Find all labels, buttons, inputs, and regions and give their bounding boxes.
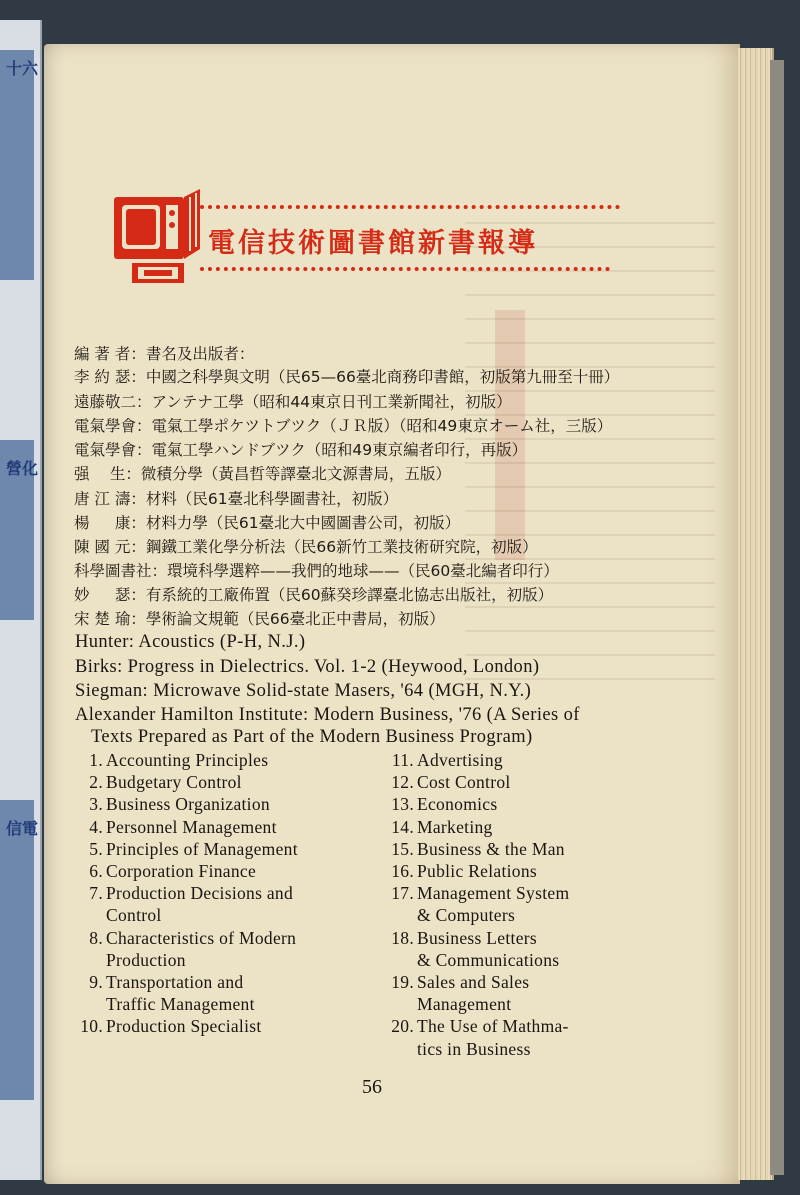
list-item-text: & Communications [417, 949, 560, 970]
list-item-continuation [382, 905, 515, 926]
list-item [71, 861, 256, 882]
list-item-text: Control [106, 905, 162, 926]
list-item [382, 883, 569, 904]
book-entry: 陳 國 元：鋼鐵工業化學分析法（民66新竹工業技術研究院，初版） [74, 538, 538, 556]
list-item [382, 794, 497, 815]
list-item-text: Marketing [417, 816, 493, 837]
list-item [382, 772, 511, 793]
banner-title: 電信技術圖書館新書報導 [208, 228, 538, 259]
list-item-text: Advertising [417, 750, 503, 770]
list-item-continuation [71, 905, 162, 926]
list-item [382, 928, 537, 949]
book-entry: 强 生：微積分學（黃昌哲等譯臺北文源書局，五版） [74, 465, 451, 483]
list-item-number: 2. [89, 772, 103, 793]
list-item-text: Public Relations [417, 861, 538, 881]
list-item-text: Management [417, 994, 512, 1015]
list-item [71, 772, 242, 793]
television-icon [110, 187, 205, 292]
list-item [382, 750, 503, 771]
list-item [382, 1016, 569, 1037]
book-entry: Birks: Progress in Dielectrics. Vol. 1-2 (Heywood, London) [75, 657, 540, 677]
list-item-number: 15. [391, 838, 414, 859]
book-entry: 科學圖書社：環境科學選粹——我們的地球——（民60臺北編者印行） [74, 562, 559, 580]
list-item-text: Management System [417, 883, 570, 904]
list-item-number: 11. [391, 750, 414, 770]
list-item-continuation [382, 950, 559, 971]
left-page-fragment: 營化 [6, 459, 39, 478]
list-item [71, 839, 298, 860]
list-item-text: The Use of Mathma- [417, 1016, 569, 1037]
list-item-text: Characteristics of Modern [106, 927, 297, 948]
list-item-text: Transportation and [106, 972, 244, 992]
book-entry: 遠藤敬二：アンテナ工學（昭和44東京日刊工業新聞社，初版） [74, 393, 512, 411]
list-item-continuation [382, 1039, 531, 1060]
list-item [382, 839, 565, 860]
left-page-fragment: 信電 [6, 819, 39, 838]
list-item-number: 9. [89, 972, 103, 992]
list-item-number: 8. [89, 927, 103, 948]
book-entry: Alexander Hamilton Institute: Modern Business, '76 (A Series of [75, 705, 580, 725]
page-stack-edge [738, 48, 774, 1180]
book-entry: 妙 瑟：有系統的工廠佈置（民60蘇癸珍譯臺北協志出版社，初版） [74, 586, 554, 604]
book-entry: 電氣學會：電氣工學ポケツトブツク（ＪＲ版）（昭和49東京オーム社，三版） [74, 417, 613, 435]
list-item-text: Business Organization [106, 794, 270, 815]
list-item-number: 20. [391, 1016, 414, 1037]
list-item-number: 19. [391, 972, 414, 992]
list-item-continuation [71, 950, 186, 971]
list-item-number: 12. [391, 772, 414, 793]
book-entry: Siegman: Microwave Solid-state Masers, '64 (MGH, N.Y.) [75, 681, 532, 701]
list-item-text: Production Decisions and [106, 883, 294, 904]
list-item [382, 861, 537, 882]
book-entry: 楊 康：材料力學（民61臺北大中國圖書公司，初版） [74, 514, 461, 532]
list-item [71, 794, 270, 815]
list-item [71, 750, 268, 771]
list-item-text: Business & the Man [417, 838, 565, 859]
list-item-text: Cost Control [417, 772, 511, 793]
list-item-text: Personnel Management [106, 816, 277, 837]
book-entry: 宋 楚 瑜：學術論文規範（民66臺北正中書局，初版） [74, 610, 445, 628]
list-item-number: 5. [89, 838, 103, 859]
list-item-text: Accounting Principles [106, 750, 269, 770]
list-item-number: 10. [80, 1016, 103, 1037]
list-item-text: Traffic Management [106, 994, 255, 1015]
list-item-text: Sales and Sales [417, 972, 530, 992]
left-page-fragment: 十六 [6, 59, 39, 78]
list-item-number: 4. [89, 816, 103, 837]
book-entry: 李 約 瑟：中國之科學與文明（民65—66臺北商務印書館，初版第九冊至十冊） [74, 368, 620, 386]
list-item-text: Business Letters [417, 927, 537, 948]
list-item-continuation [382, 994, 511, 1015]
section-banner [110, 185, 630, 295]
list-item [71, 817, 277, 838]
left-page-photo [0, 50, 34, 280]
list-item-number: 13. [391, 794, 414, 815]
list-item-continuation [71, 994, 255, 1015]
list-item [71, 883, 293, 904]
banner-dotted-line [200, 205, 620, 209]
banner-dotted-line [200, 267, 610, 271]
book-entry-continuation: Texts Prepared as Part of the Modern Business Program) [91, 727, 533, 747]
list-item-number: 1. [89, 750, 103, 770]
list-item-number: 17. [391, 883, 414, 904]
list-item-text: Economics [417, 794, 498, 815]
list-item-text: & Computers [417, 905, 516, 926]
book-cover-edge [770, 60, 784, 1175]
left-page-photo [0, 800, 34, 1100]
list-item-number: 3. [89, 794, 103, 815]
list-item-number: 18. [391, 927, 414, 948]
book-entry: 電氣學會：電氣工學ハンドブツク（昭和49東京編者印行，再版） [74, 441, 528, 459]
list-item [382, 972, 529, 993]
list-item [382, 817, 493, 838]
list-item-text: Production [106, 949, 186, 970]
list-item [71, 972, 243, 993]
list-item-number: 7. [89, 883, 103, 904]
page-number: 56 [362, 1076, 382, 1098]
list-item-text: Corporation Finance [106, 861, 257, 881]
list-item [71, 1016, 262, 1037]
column-header: 編 著 者：書名及出版者： [74, 345, 255, 363]
left-page-edge [0, 20, 42, 1180]
list-item-number: 6. [89, 861, 103, 881]
list-item [71, 928, 296, 949]
list-item-text: Budgetary Control [106, 772, 242, 793]
list-item-number: 16. [391, 861, 414, 881]
book-entry: 唐 江 濤：材料（民61臺北科學圖書社，初版） [74, 490, 399, 508]
book-entry: Hunter: Acoustics (P-H, N.J.) [75, 632, 306, 652]
list-item-number: 14. [391, 816, 414, 837]
list-item-text: Production Specialist [106, 1016, 262, 1037]
list-item-text: Principles of Management [106, 838, 298, 859]
list-item-text: tics in Business [417, 1038, 531, 1059]
